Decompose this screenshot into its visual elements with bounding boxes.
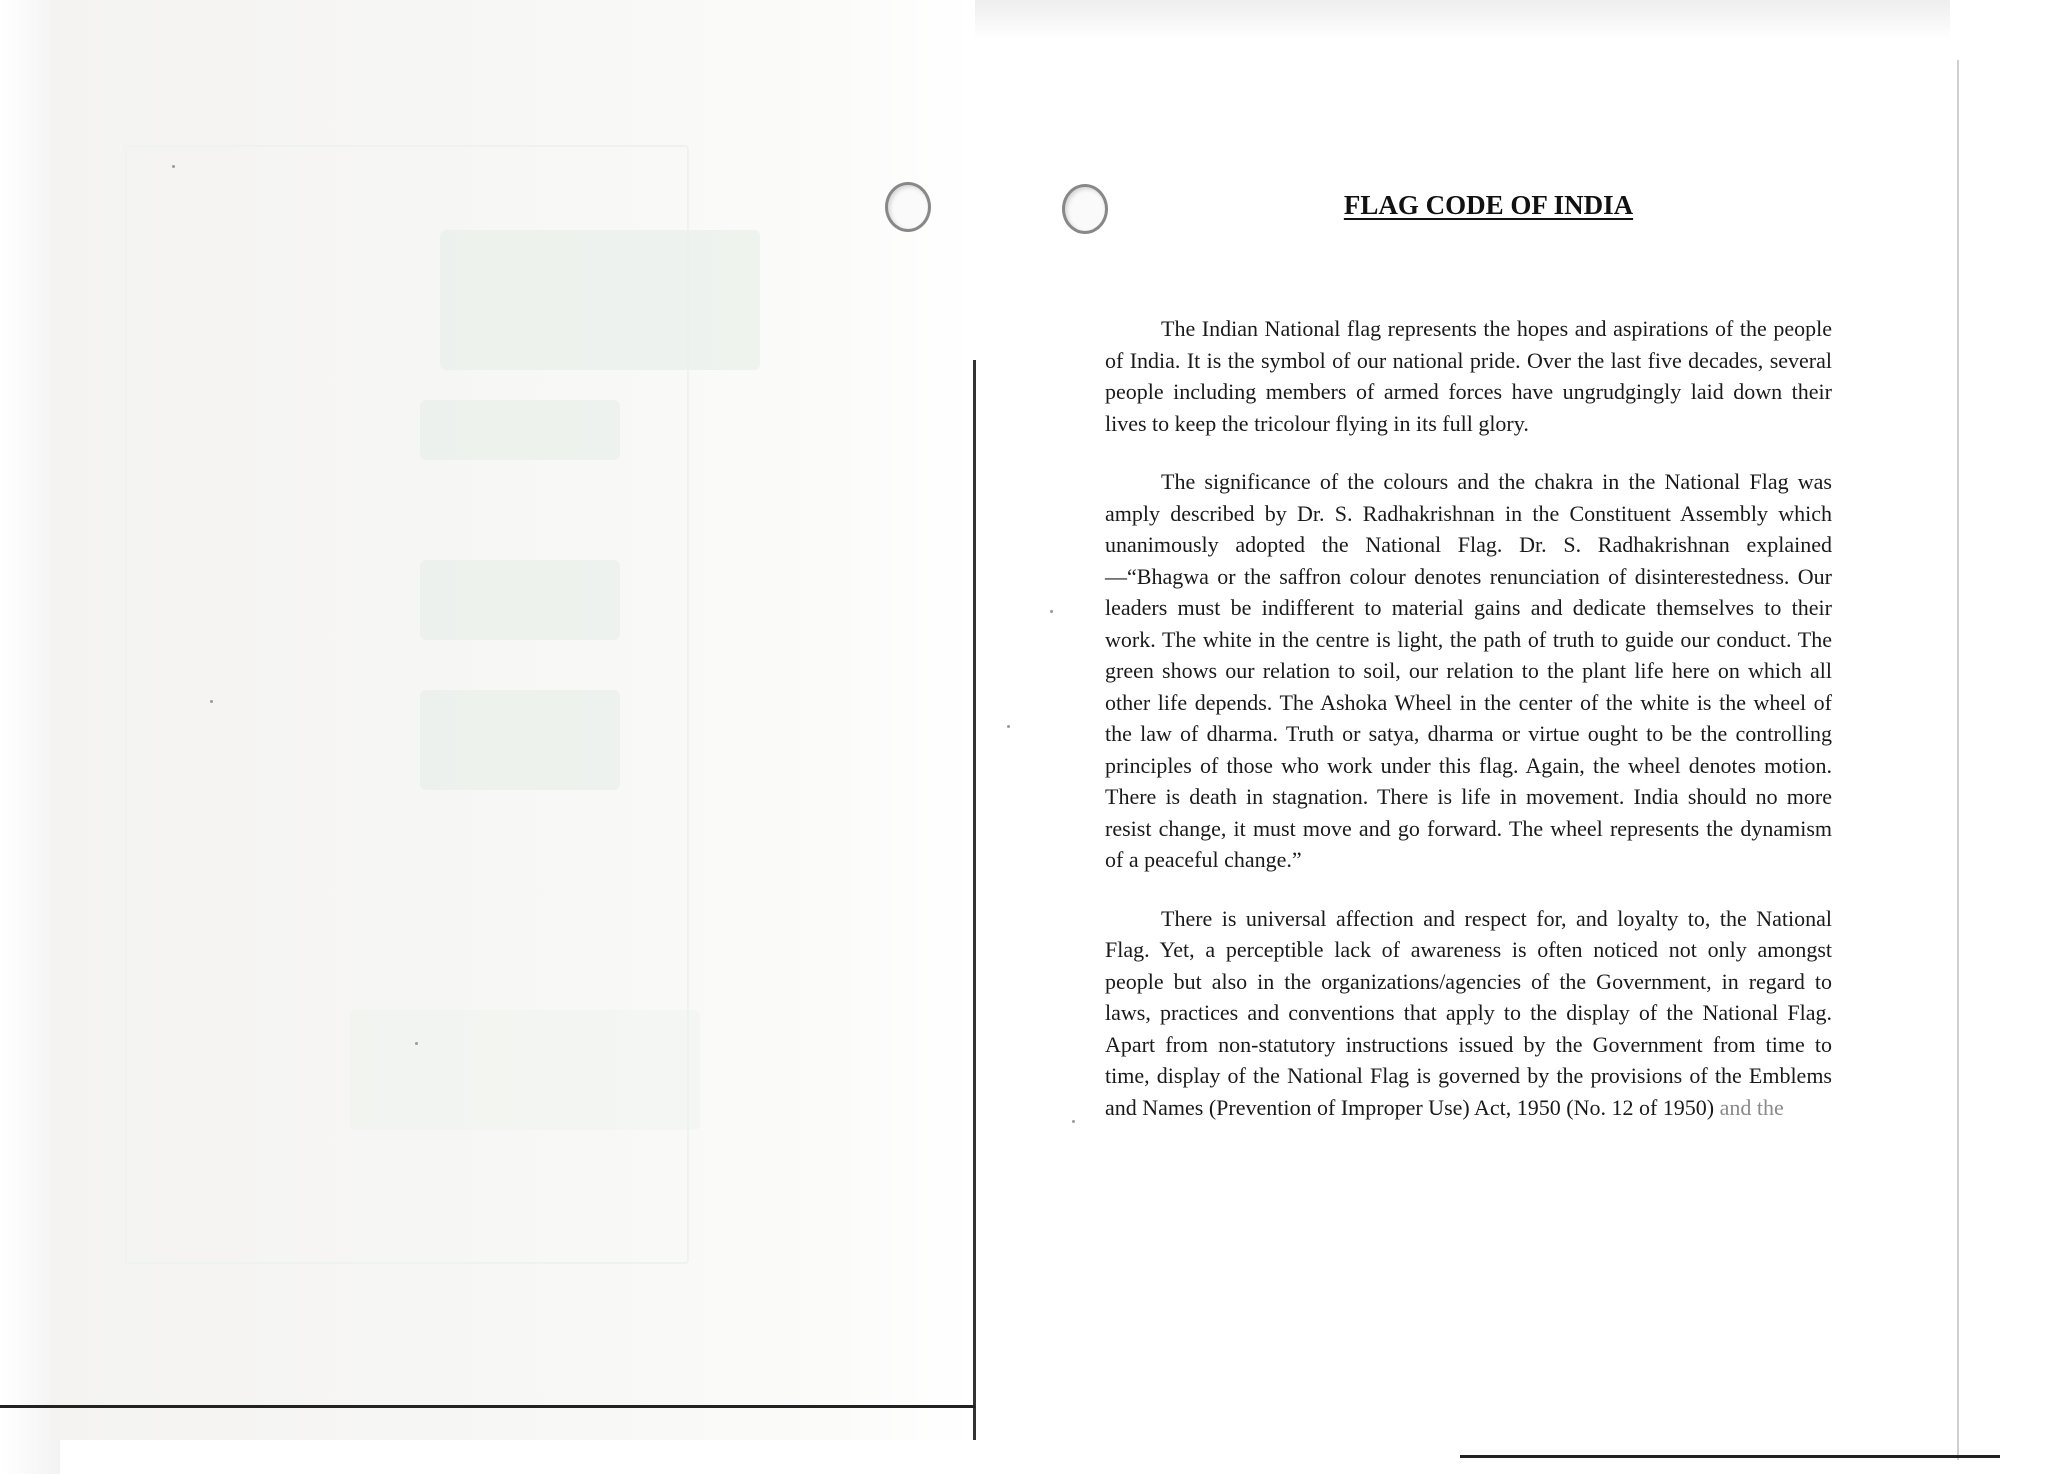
scan-speck	[415, 1042, 418, 1045]
faded-cover-graphic	[420, 560, 620, 640]
scan-speck	[1050, 610, 1053, 613]
left-page-faded-cover	[50, 0, 975, 1440]
paragraph-1: The Indian National flag represents the hopes and aspirations of the people of India. It is the symbol of our national pride. Over the last five decades, several people including members of armed forces have ungrudgingly laid down their lives to keep the tricolour flying in its full glory.	[1105, 316, 1832, 436]
scan-speck	[1072, 1120, 1075, 1123]
right-page-text	[1105, 190, 1832, 1150]
page-spine	[973, 360, 976, 1440]
page-right-edge	[1957, 60, 1959, 1460]
faded-cover-graphic	[350, 1010, 700, 1130]
faded-cover-graphic	[420, 690, 620, 790]
bottom-edge-line	[1460, 1455, 2000, 1458]
scan-speck	[210, 700, 213, 703]
paragraph-3-text: There is universal affection and respect for, and loyalty to, the National Flag. Yet, a perceptible lack of awareness is often noticed not only amongst people but also in the organizations/agencies of the Government, in regard to laws, practices and conventions that apply to the display of the National Flag. Apart from non-statutory instructions issued by the Government from time to time, display of the National Flag is governed by the provisions of the Emblems and Names (Prevention of Improper Use) Act, 1950 (No. 12 of 1950)	[1105, 905, 1832, 1120]
scan-speck	[172, 165, 175, 168]
paragraph-2: The significance of the colours and the chakra in the National Flag was amply described by Dr. S. Radhakrishnan in the Constituent Assembly which unanimously adopted the National Flag. Dr. S. Radhakrishnan explained—“Bhagwa or the saffron colour denotes renunciation of disinterestedness. Our leaders must be indifferent to material gains and dedicate themselves to their work. The white in the centre is light, the path of truth to guide our conduct. The green shows our relation to soil, our relation to the plant life here on which all other life depends. The Ashoka Wheel in the center of the white is the wheel of the law of dharma. Truth or satya, dharma or virtue ought to be the controlling principles of those who work under this flag. Again, the wheel denotes motion. There is death in stagnation. There is life in movement. India should no more resist change, it must move and go forward. The wheel represents the dynamism of a peaceful change.”	[1105, 469, 1832, 872]
faded-cover-graphic	[420, 400, 620, 460]
punch-hole	[1062, 184, 1108, 234]
paragraph-3-faded-tail: and the	[1714, 1094, 1784, 1120]
punch-hole	[885, 182, 931, 232]
faded-cover-graphic	[440, 230, 760, 370]
scan-speck	[1007, 725, 1010, 728]
page-title: FLAG CODE OF INDIA	[1343, 190, 1634, 220]
bottom-edge-line	[0, 1405, 975, 1408]
paragraph-3	[1105, 903, 1832, 1124]
